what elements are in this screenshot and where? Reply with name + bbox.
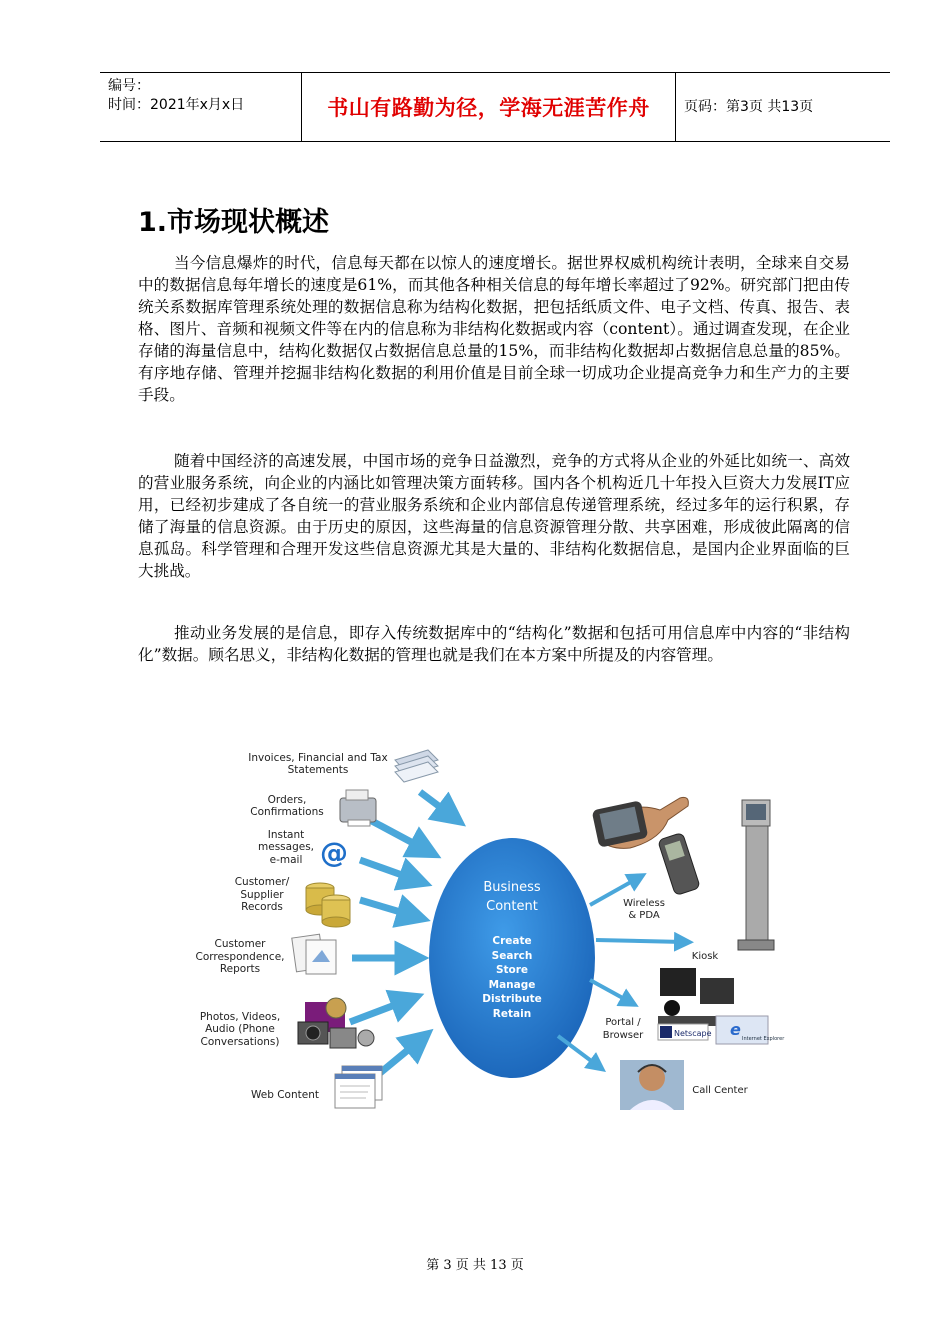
page-footer: 第 3 页 共 13 页 [426,1258,524,1273]
fax-machine-icon [340,790,376,826]
label-portal-1: Portal / [605,1017,641,1028]
label-kiosk: Kiosk [691,951,719,962]
page-header [100,72,890,142]
paragraph-2: 随着中国经济的高速发展，中国市场的竞争日益激烈，竞争的方式将从企业的外延比如统一、高效的营业服务系统，向企业的内涵比如管理决策方面转移。国内各个机构近几十年投入巨资大力发展IT应用，已经初步建成了各自统一的营业服务系统和企业内部信息传递管理系统，经过多年的运行积累，存储了海量的信息资源。由于历史的原因，这些海量的信息资源管理分散、共享困难，形成彼此隔离的信息孤岛。科学管理和合理开发这些信息资源尤其是大量的、非结构化数据信息，是国内企业界面临的巨大挑战。 [138,452,850,580]
label-messages-2: messages, [258,841,314,853]
label-records-3: Records [241,901,283,913]
label-invoices-2: Statements [287,764,349,776]
header-page-number: 页码：第3页 共13页 [684,99,814,115]
label-correspondence-3: Reports [219,963,261,975]
paragraph-1: 当今信息爆炸的时代，信息每天都在以惊人的速度增长。据世界权威机构统计表明，全球来自交易中的数据信息每年增长的速度是61%，而其他各种相关信息的每年增长率超过了92%。研究部门把由传统关系数据库管理系统处理的数据信息称为结构化数据，把包括纸质文件、电子文档、传真、报告、表格、图片、音频和视频文件等在内的信息称为非结构化数据或内容（content）。通过调查发现，在企业存储的海量信息中，结构化数据仅占数据信息总量的15%，而非结构化数据却占数据信息总量的85%。有序地存储、管理并挖掘非结构化数据的利用价值是目前全球一切成功企业提高竞争力和生产力的主要手段。 [138,254,850,404]
label-callcenter: Call Center [692,1085,748,1096]
header-time: 时间：2021年x月x日 [108,97,245,113]
center-title-2: Content [486,899,538,914]
label-web: Web Content [251,1089,319,1101]
label-photos-1: Photos, Videos, [199,1011,281,1023]
center-title-1: Business [483,880,541,895]
database-cylinders-icon [306,883,350,927]
center-action-distribute: Distribute [482,993,542,1005]
label-photos-2: Audio (Phone [205,1023,275,1035]
header-motto-cell [302,73,676,141]
arrow-orders [370,820,426,850]
mobile-phone-icon [658,832,701,895]
arrow-records [360,900,414,916]
center-action-store: Store [495,964,529,976]
svg-text:e: e [730,1020,741,1039]
label-photos-3: Conversations) [200,1036,280,1048]
business-content-diagram [190,740,790,1130]
call-center-agent-icon [620,1060,684,1110]
header-left-cell [100,73,302,141]
label-orders-2: Confirmations [250,806,324,818]
label-portal-2: Browser [602,1030,644,1041]
label-invoices-1: Invoices, Financial and Tax [248,752,388,764]
web-pages-icon [335,1066,382,1108]
kiosk-icon [738,800,774,950]
label-wireless-1: Wireless [623,898,665,909]
paper-stack-icon [395,750,438,782]
label-orders-1: Orders, [267,794,307,806]
paragraph-3: 推动业务发展的是信息，即存入传统数据库中的“结构化”数据和包括可用信息库中内容的“非结构化”数据。顾名思义，非结构化数据的管理也就是我们在本方案中所提及的内容管理。 [138,624,850,664]
internet-explorer-logo-icon [716,1016,785,1044]
arrow-invoices [420,792,452,816]
header-motto: 书山有路勤为径，学海无涯苦作舟 [327,96,650,120]
arrow-photos [350,1000,408,1022]
label-wireless-2: & PDA [628,910,660,921]
header-number: 编号： [108,78,150,94]
center-action-create: Create [492,935,532,947]
label-records-1: Customer/ [234,876,290,888]
center-action-manage: Manage [488,979,536,991]
label-messages-3: e-mail [269,854,303,866]
camera-media-icon [298,998,374,1048]
ie-label: Internet Explorer [742,1036,785,1042]
at-sign-icon: @ [320,836,348,869]
header-page-cell [676,73,890,141]
center-action-search: Search [491,950,533,962]
documents-icon [292,934,336,974]
arrow-portal [590,980,630,1002]
label-correspondence-2: Correspondence, [195,951,285,963]
label-records-2: Supplier [240,889,284,901]
center-action-retain: Retain [492,1008,532,1020]
netscape-label: Netscape [674,1029,712,1038]
label-messages-1: Instant [267,829,305,841]
netscape-logo-icon [658,1024,712,1040]
section-title: 1.市场现状概述 [138,207,330,238]
arrow-messages [360,860,416,880]
arrow-kiosk [596,940,684,942]
label-correspondence-1: Customer [214,938,266,950]
